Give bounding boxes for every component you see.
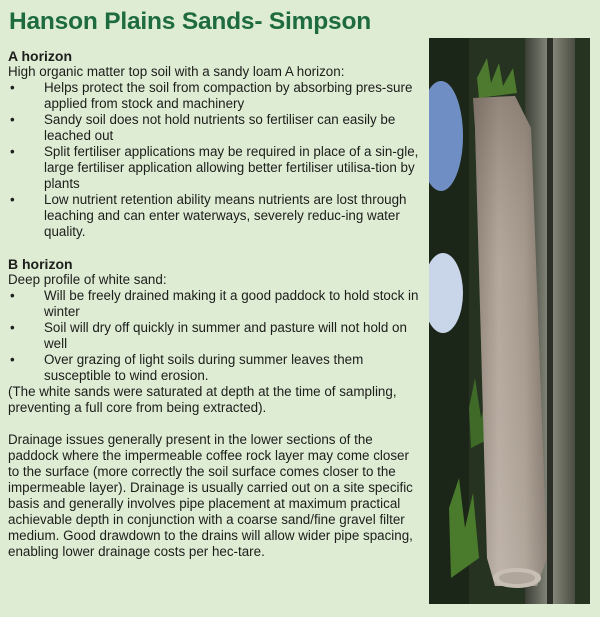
list-item-text: Will be freely drained making it a good paddock to hold stock in winter (44, 288, 419, 319)
list-item-text: Helps protect the soil from compaction by absorbing pres-sure applied from stock and machinery (44, 80, 413, 111)
page-title: Hanson Plains Sands- Simpson (9, 8, 371, 35)
b-horizon-note: (The white sands were saturated at depth at the time of sampling, preventing a full core from being extracted). (8, 384, 397, 415)
soil-core-photo (429, 38, 590, 604)
list-item-text: Low nutrient retention ability means nutrients are lost through leaching and can enter waterways, severely reduc-ing water quality. (44, 192, 407, 239)
list-item (8, 144, 423, 192)
bullet-icon: • (10, 112, 15, 127)
bullet-icon: • (10, 288, 15, 303)
b-horizon-heading: B horizon (8, 256, 73, 272)
list-item (8, 80, 423, 112)
soil-core-image (429, 38, 590, 604)
bullet-icon: • (10, 320, 15, 335)
text-column (8, 48, 423, 560)
b-horizon-intro: Deep profile of white sand: (8, 272, 167, 287)
a-horizon-intro: High organic matter top soil with a sandy loam A horizon: (8, 64, 345, 79)
list-item-text: Sandy soil does not hold nutrients so fertiliser can easily be leached out (44, 112, 396, 143)
bullet-icon: • (10, 144, 15, 159)
bullet-icon: • (10, 192, 15, 207)
bullet-icon: • (10, 80, 15, 95)
drainage-paragraph: Drainage issues generally present in the lower sections of the paddock where the impermeable coffee rock layer may come closer to the surface (more correctly the soil surface comes closer to the impermeable layer). Drainage is usually carried out on a site specific basis and generally involves pipe placement at maximum practical achievable depth in conjunction with a coarse sand/fine gravel filter medium. Good drawdown to the drains will allow wider pipe spacing, enabling lower drainage costs per hec-tare. (8, 432, 413, 559)
list-item (8, 320, 423, 352)
list-item-text: Soil will dry off quickly in summer and pasture will not hold on well (44, 320, 407, 351)
list-item (8, 192, 423, 240)
bullet-icon: • (10, 352, 15, 367)
a-horizon-list (8, 80, 423, 240)
list-item (8, 352, 423, 384)
list-item (8, 112, 423, 144)
list-item (8, 288, 423, 320)
list-item-text: Split fertiliser applications may be required in place of a sin-gle, large fertiliser application allowing better fertiliser utilisa-tion by plants (44, 144, 419, 191)
list-item-text: Over grazing of light soils during summer leaves them susceptible to wind erosion. (44, 352, 364, 383)
b-horizon-list (8, 288, 423, 384)
a-horizon-heading: A horizon (8, 48, 73, 64)
